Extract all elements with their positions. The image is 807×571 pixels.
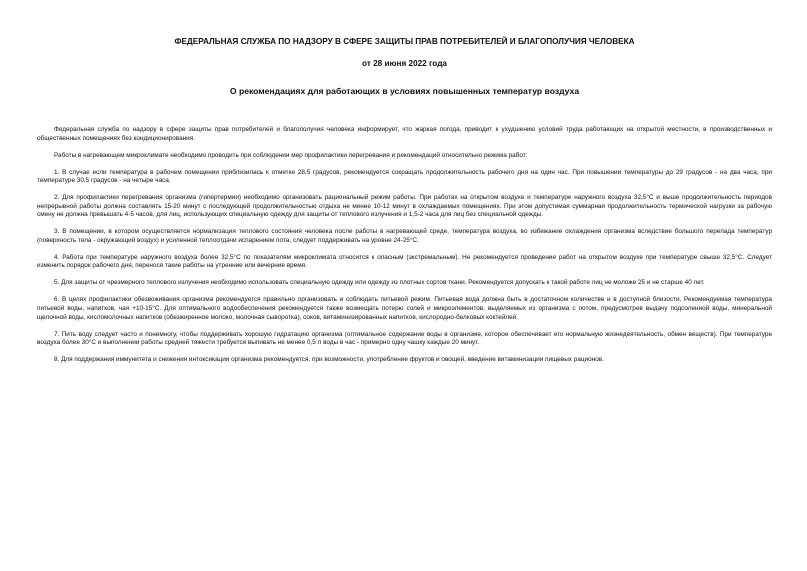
document-subject: О рекомендациях для работающих в условиях повышенных температур воздуха: [229, 86, 580, 96]
paragraph-item-3: 3. В помещении, в котором осуществляется нормализация теплового состояния человека после работы в нагревающей среде, температура воздуха, во избежание охлаждения организма вследствие большого перепада температур (поверхность тела - окружающий воздух) и усиленной теплоотдачи испарением пота, следует поддерживать на уровне 24-25°С.: [37, 228, 772, 244]
paragraph-item-2: 2. Для профилактики перегревания организма (гипертермии) необходимо организовать рациональный режим работы. При работах на открытом воздухе и температуре наружного воздуха 32,5°С и выше продолжительность периодов непрерывной работы должна составлять 15-20 минут с последующей продолжительностью отдыха не менее 10-12 минут в охлаждаемых помещениях. При этом допустимая суммарная продолжительность термической нагрузки за рабочую смену не должна превышать 4-5 часов, для лиц, использующих специальную одежду для защиты от теплового излучения и 1,5-2 часа для лиц без специальной одежды.: [37, 194, 772, 219]
paragraph-item-5: 5. Для защиты от чрезмерного теплового излучения необходимо использовать специальную одежду или одежду из плотных сортов ткани. Рекомендуется допускать к такой работе лиц не моложе 25 и не старше 40 лет.: [54, 279, 705, 287]
paragraph-item-8: 8. Для поддержания иммунитета и снижения интоксикации организма рекомендуется, при возможности, употребление фруктов и овощей, введение витаминизации пищевых рационов.: [54, 356, 604, 364]
paragraph-item-7: 7. Пить воду следует часто и понемногу, чтобы поддерживать хорошую гидратацию организма (оптимальное содержание воды в организме, которое обеспечивает его нормальную жизнедеятельность, обмен веществ). При температуре воздуха более 30°С и выполнении работы средней тяжести требуется выпивать не менее 0,5 л воды в час - примерно одну чашку каждые 20 минут.: [37, 330, 772, 347]
paragraph-intro: Федеральная служба по надзору в сфере защиты прав потребителей и благополучия человека информирует, что жаркая погода, приводит к ухудшению условий труда работающих на открытой местности, в производственных и общественных помещениях без кондиционирования.: [37, 126, 772, 142]
paragraph-conditions: Работы в нагревающем микроклимате необходимо проводить при соблюдении мер профилактики перегревания и рекомендаций относительно режима работ:: [54, 151, 528, 159]
paragraph-item-1: 1. В случае если температура в рабочем помещении приблизилась к отметке 28,5 градусов, рекомендуется сокращать продолжительность рабочего дня на один час. При повышении температуры до 29 градусов - на два часа, при температуре 30,5 градусов - на четыре часа.: [37, 168, 772, 185]
paragraph-item-4: 4. Работа при температуре наружного воздуха более 32,5°С по показателям микроклимата относится к опасным (экстремальным). Не рекомендуется проведение работ на открытом воздухе при температуре свыше 32,5°С. Следует изменить порядок рабочего дня, перенося такие работы на утренние или вечерние время.: [37, 253, 772, 270]
agency-title: ФЕДЕРАЛЬНАЯ СЛУЖБА ПО НАДЗОРУ В СФЕРЕ ЗАЩИТЫ ПРАВ ПОТРЕБИТЕЛЕЙ И БЛАГОПОЛУЧИЯ ЧЕЛОВЕКА: [174, 37, 635, 46]
document-body: [37, 126, 772, 373]
document-date: от 28 июня 2022 года: [362, 59, 447, 68]
paragraph-item-6: 6. В целях профилактики обезвоживания организма рекомендуется правильно организовать и соблюдать питьевой режим. Питьевая вода должна быть в достаточном количестве и в доступной близости. Рекомендуемая температура питьевой воды, напитков, чая +10-15°С. Для оптимального водообеспечения рекомендуется также возмещать потерю солей и микроэлементов, выделяемых из организма с потом, предусмотрев выдачу подсоленной воды, минеральной щелочной воды, кисломолочных напитков (обезжиренное молоко, молочная сыворотка), соков, витаминизированных напитков, кислородно-белковых коктейлей.: [37, 296, 772, 321]
